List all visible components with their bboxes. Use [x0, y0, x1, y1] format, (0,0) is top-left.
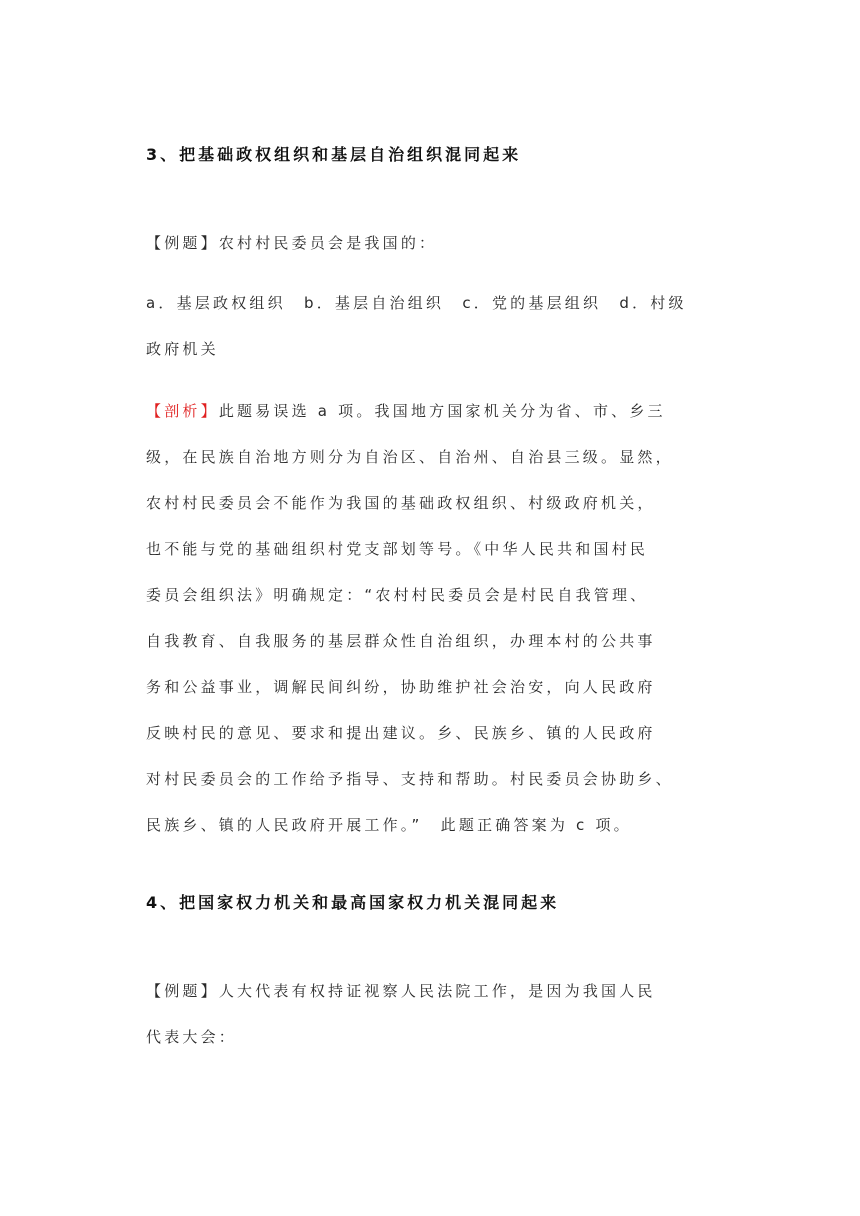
analysis-line: 务和公益事业，调解民间纠纷，协助维护社会治安，向人民政府 — [146, 678, 656, 696]
analysis-text: 此题易误选 a 项。我国地方国家机关分为省、市、乡三 — [218, 402, 666, 420]
section-4-example — [146, 968, 716, 1060]
example-line: 代表大会： — [146, 1028, 238, 1046]
section-3-options — [146, 280, 716, 372]
options-line: a．基层政权组织 b．基层自治组织 c．党的基层组织 d．村级 — [146, 294, 687, 312]
analysis-line: 民族乡、镇的人民政府开展工作。” 此题正确答案为 c 项。 — [146, 816, 632, 834]
analysis-line: 级，在民族自治地方则分为自治区、自治州、自治县三级。显然， — [146, 448, 674, 466]
analysis-line: 农村村民委员会不能作为我国的基础政权组织、村级政府机关， — [146, 494, 656, 512]
analysis-line — [146, 388, 716, 434]
analysis-line: 也不能与党的基础组织村党支部划等号。《中华人民共和国村民 — [146, 540, 649, 558]
section-3-heading: 3、把基础政权组织和基层自治组织混同起来 — [146, 145, 522, 164]
analysis-line: 委员会组织法》明确规定：“农村村民委员会是村民自我管理、 — [146, 586, 649, 604]
analysis-line: 对村民委员会的工作给予指导、支持和帮助。村民委员会协助乡、 — [146, 770, 674, 788]
section-3-example — [146, 220, 716, 266]
example-label: 【例题】 — [146, 234, 219, 252]
example-line — [146, 968, 716, 1014]
section-3-analysis — [146, 388, 716, 848]
analysis-label: 【剖析】 — [146, 402, 219, 420]
analysis-line: 自我教育、自我服务的基层群众性自治组织，办理本村的公共事 — [146, 632, 656, 650]
options-line: 政府机关 — [146, 340, 219, 358]
section-4-heading: 4、把国家权力机关和最高国家权力机关混同起来 — [146, 893, 560, 912]
example-label: 【例题】 — [146, 982, 219, 1000]
analysis-line: 反映村民的意见、要求和提出建议。乡、民族乡、镇的人民政府 — [146, 724, 656, 742]
example-question: 农村村民委员会是我国的： — [218, 234, 438, 252]
example-question: 人大代表有权持证视察人民法院工作，是因为我国人民 — [218, 982, 656, 1000]
